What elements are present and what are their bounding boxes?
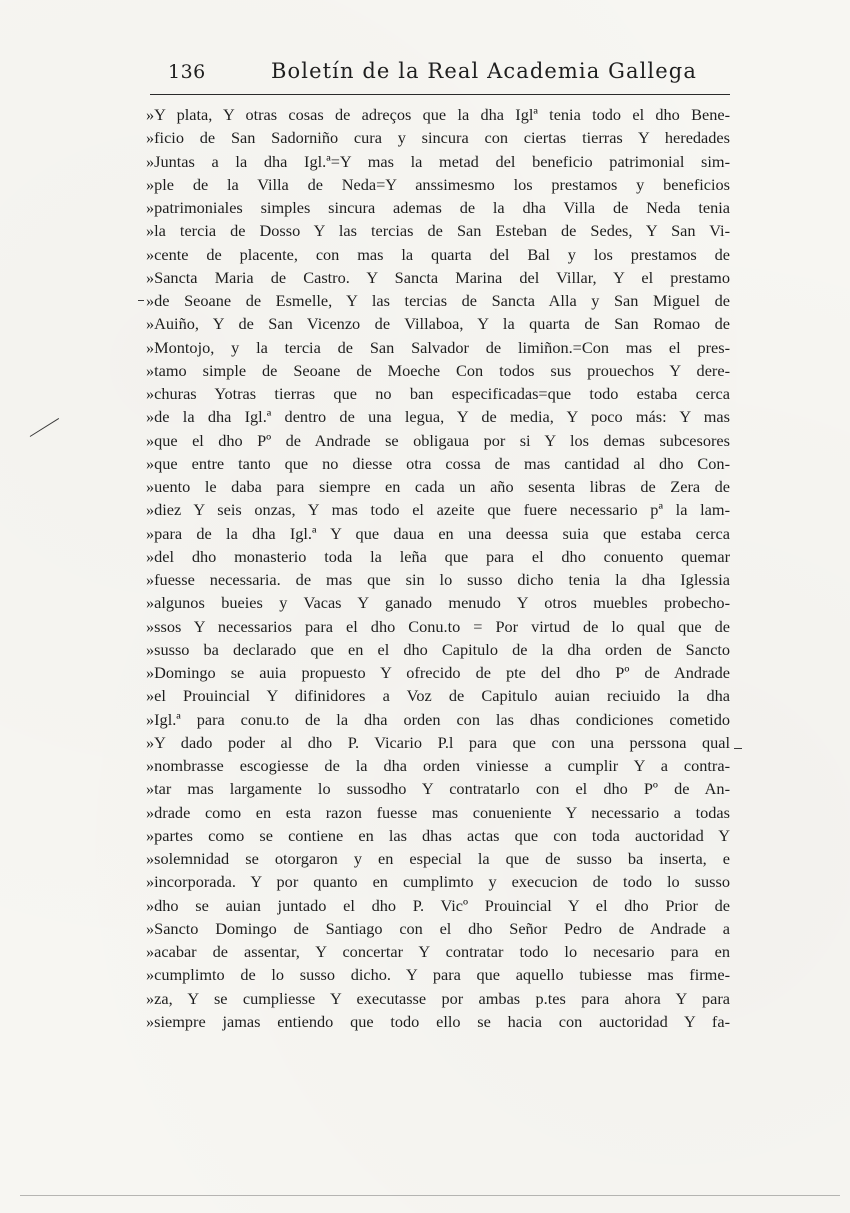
text-line: »tar mas largamente lo sussodho Y contratarlo con el dho Pº de An- [146, 779, 730, 799]
margin-dash-mark-right [734, 748, 742, 749]
text-line: »ficio de San Sadorniño cura y sincura con ciertas tierras Y heredades [146, 128, 730, 148]
margin-dash-mark [138, 300, 144, 301]
text-line: »de la dha Igl.ª dentro de una legua, Y de media, Y poco más: Y mas [146, 407, 730, 427]
text-line: »fuesse necessaria. de mas que sin lo susso dicho tenia la dha Iglessia [146, 570, 730, 589]
text-line: »dho se auian juntado el dho P. Vicº Prouincial Y el dho Prior de [146, 895, 730, 915]
page-bottom-edge [20, 1195, 840, 1196]
text-line: »Juntas a la dha Igl.ª=Y mas la metad del beneficio patrimonial sim- [146, 151, 730, 171]
text-line: »za, Y se cumpliesse Y executasse por ambas p.tes para ahora Y para [146, 988, 730, 1008]
text-line: »cente de placente, con mas la quarta del Bal y los prestamos de [146, 244, 730, 264]
text-line: »Igl.ª para conu.to de la dha orden con las dhas condiciones cometido [146, 709, 730, 729]
text-line: »de Seoane de Esmelle, Y las tercias de Sancta Alla y San Miguel de [146, 291, 730, 310]
text-line: »para de la dha Igl.ª Y que daua en una deessa suia que estaba cerca [146, 523, 730, 543]
text-line: »Y plata, Y otras cosas de adreços que la dha Iglª tenia todo el dho Bene- [146, 105, 730, 124]
page-number: 136 [168, 61, 206, 83]
text-line: »Y dado poder al dho P. Vicario P.l para que con una perssona qual [146, 732, 730, 752]
text-line: »incorporada. Y por quanto en cumplimto y execucion de todo lo susso [146, 872, 730, 892]
text-line: »acabar de assentar, Y concertar Y contratar todo lo necesario para en [146, 942, 730, 961]
text-line: »drade como en esta razon fuesse mas conueniente Y necessario a todas [146, 802, 730, 822]
text-line: »algunos bueies y Vacas Y ganado menudo Y otros muebles probecho- [146, 593, 730, 613]
text-line: »Domingo se auia propuesto Y ofrecido de pte del dho Pº de Andrade [146, 663, 730, 682]
page-header [150, 54, 730, 95]
text-line: »cumplimto de lo susso dicho. Y para que aquello tubiesse mas firme- [146, 965, 730, 985]
text-line: »la tercia de Dosso Y las tercias de San Esteban de Sedes, Y San Vi- [146, 221, 730, 241]
text-line: »que entre tanto que no diesse otra cossa de mas cantidad al dho Con- [146, 453, 730, 473]
body-text [146, 103, 730, 1033]
text-line: »diez Y seis onzas, Y mas todo el azeite que fuere necessario pª la lam- [146, 500, 730, 520]
text-line: »Montojo, y la tercia de San Salvador de limiñon.=Con mas el pres- [146, 337, 730, 357]
text-line: »ple de la Villa de Neda=Y anssimesmo los prestamos y beneficios [146, 174, 730, 194]
text-line: »Sancto Domingo de Santiago con el dho Señor Pedro de Andrade a [146, 918, 730, 938]
text-line: »Sancta Maria de Castro. Y Sancta Marina del Villar, Y el prestamo [146, 267, 730, 287]
text-line: »nombrasse escogiesse de la dha orden viniesse a cumplir Y a contra- [146, 756, 730, 775]
text-line: »susso ba declarado que en el dho Capitulo de la dha orden de Sancto [146, 639, 730, 659]
text-line: »churas Yotras tierras que no ban especificadas=que todo estaba cerca [146, 384, 730, 403]
text-line: »que el dho Pº de Andrade se obligaua por si Y los demas subcesores [146, 430, 730, 450]
text-line: »patrimoniales simples sincura ademas de la dha Villa de Neda tenia [146, 198, 730, 217]
running-title: Boletín de la Real Academia Gallega [271, 59, 697, 83]
text-line: »el Prouincial Y difinidores a Voz de Capitulo auian reciuido la dha [146, 686, 730, 706]
text-line: »siempre jamas entiendo que todo ello se hacia con auctoridad Y fa- [146, 1011, 730, 1031]
text-line: »ssos Y necessarios para el dho Conu.to = Por virtud de lo qual que de [146, 616, 730, 636]
text-line: »solemnidad se otorgaron y en especial la que de susso ba inserta, e [146, 849, 730, 868]
text-line: »partes como se contiene en las dhas actas que con toda auctoridad Y [146, 825, 730, 845]
margin-pen-mark [30, 418, 59, 437]
text-line: »Auiño, Y de San Vicenzo de Villaboa, Y la quarta de San Romao de [146, 314, 730, 334]
text-line: »del dho monasterio toda la leña que para el dho conuento quemar [146, 546, 730, 566]
text-line: »uento le daba para siempre en cada un año sesenta libras de Zera de [146, 477, 730, 496]
text-line: »tamo simple de Seoane de Moeche Con todos sus prouechos Y dere- [146, 360, 730, 380]
